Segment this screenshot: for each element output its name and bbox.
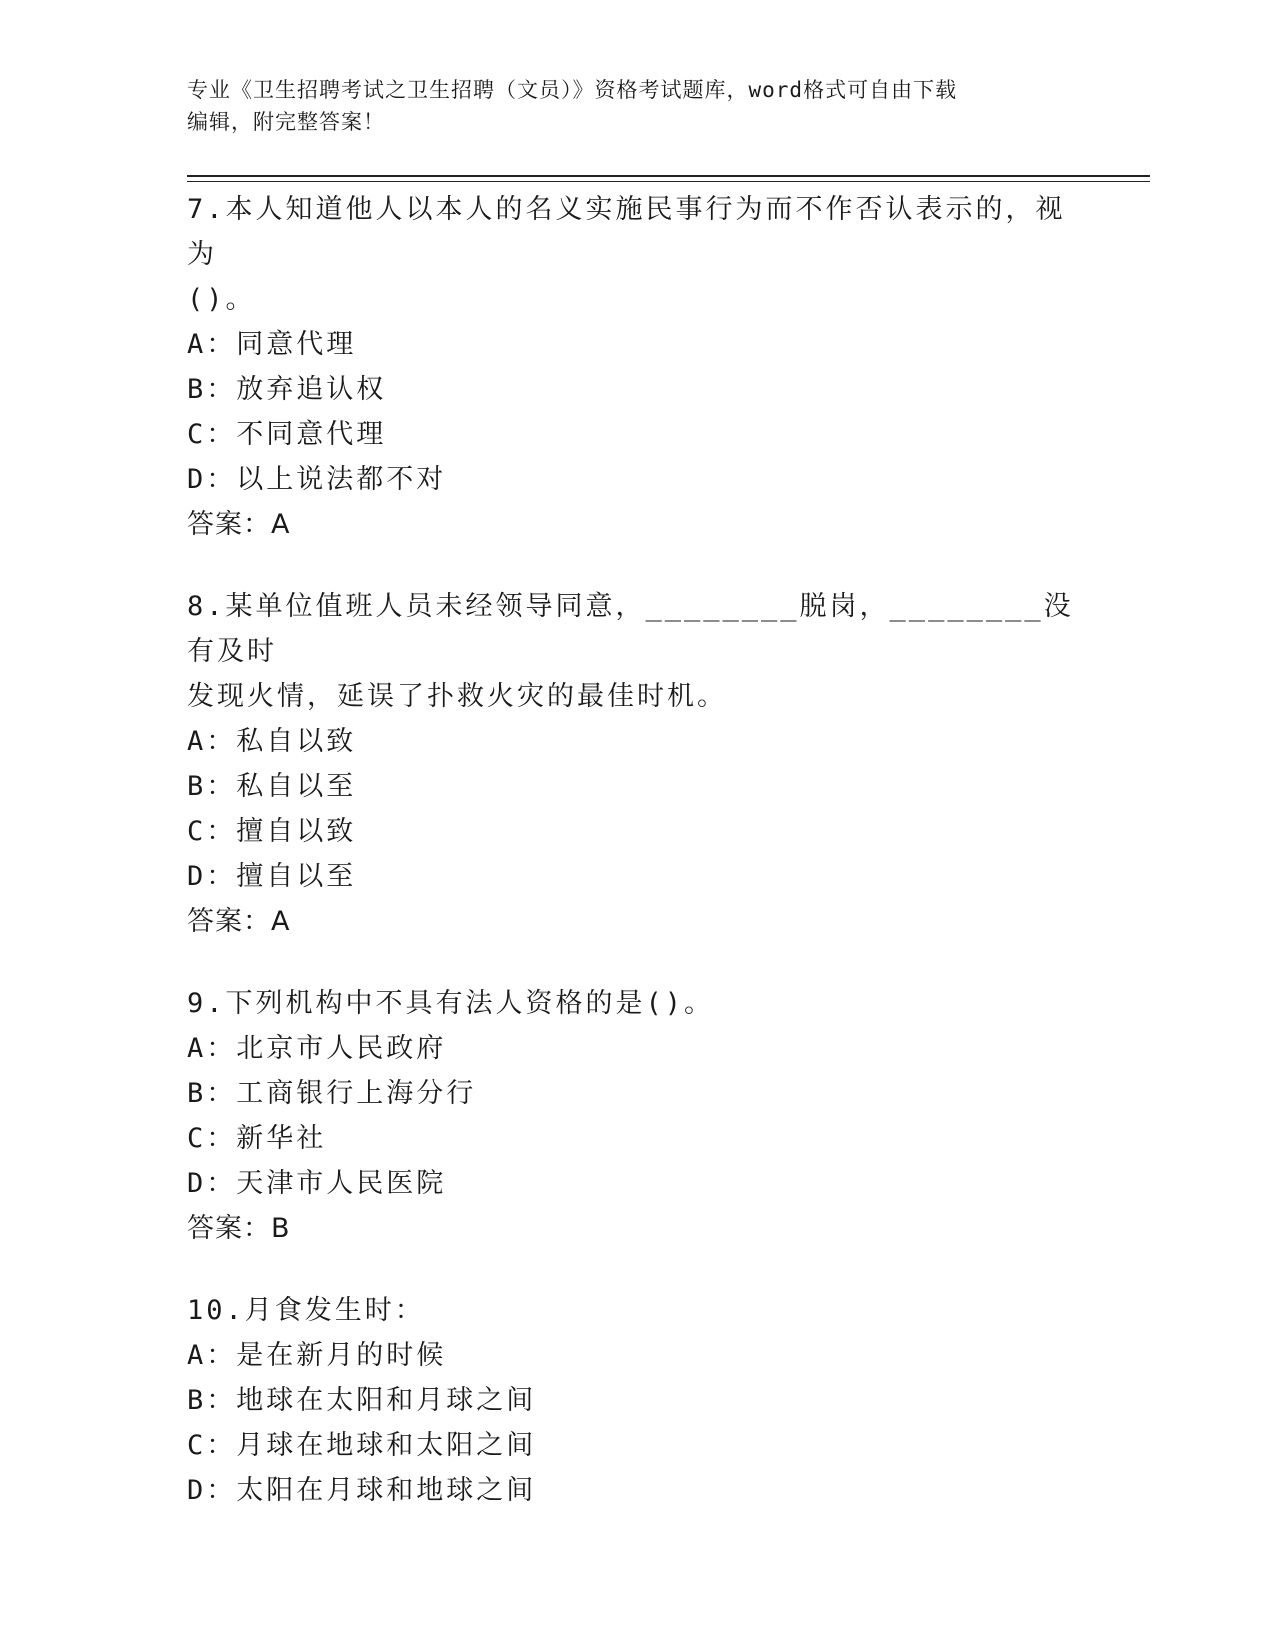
option-b: B：工商银行上海分行 [187, 1078, 477, 1109]
header-divider-thick [187, 175, 1150, 177]
option-a: A：同意代理 [187, 329, 357, 360]
header-divider-thin [187, 181, 1150, 182]
option-c: C：月球在地球和太阳之间 [187, 1430, 537, 1461]
option-d: D：擅自以至 [187, 861, 357, 892]
question-text: 8.某单位值班人员未经领导同意，________脱岗，________没有及时 [187, 591, 1074, 667]
answer-key: 答案：A [187, 509, 291, 540]
option-c: C：新华社 [187, 1123, 327, 1154]
question-7 [187, 187, 1087, 547]
option-d: D：天津市人民医院 [187, 1168, 447, 1199]
option-a: A：北京市人民政府 [187, 1033, 447, 1064]
answer-key: 答案：A [187, 906, 291, 937]
option-d: D：以上说法都不对 [187, 464, 447, 495]
option-b: B：放弃追认权 [187, 374, 387, 405]
header-line-2: 编辑，附完整答案！ [187, 110, 385, 134]
option-c: C：不同意代理 [187, 419, 387, 450]
question-9 [187, 981, 1087, 1251]
question-text-continued: ()。 [187, 284, 256, 315]
question-8 [187, 584, 1087, 944]
option-b: B：私自以至 [187, 771, 357, 802]
option-a: A：是在新月的时候 [187, 1340, 447, 1371]
question-text: 9.下列机构中不具有法人资格的是()。 [187, 988, 715, 1019]
option-d: D：太阳在月球和地球之间 [187, 1475, 537, 1506]
answer-key: 答案：B [187, 1213, 291, 1244]
question-10 [187, 1288, 1087, 1513]
document-header [187, 74, 1087, 138]
option-c: C：擅自以致 [187, 816, 357, 847]
header-line-1: 专业《卫生招聘考试之卫生招聘（文员）》资格考试题库，word格式可自由下载 [187, 78, 958, 102]
question-text: 7.本人知道他人以本人的名义实施民事行为而不作否认表示的，视为 [187, 194, 1066, 270]
question-text: 10.月食发生时： [187, 1295, 425, 1326]
option-a: A：私自以致 [187, 726, 357, 757]
option-b: B：地球在太阳和月球之间 [187, 1385, 537, 1416]
question-text-continued: 发现火情，延误了扑救火灾的最佳时机。 [187, 681, 727, 712]
question-list [187, 187, 1087, 1550]
